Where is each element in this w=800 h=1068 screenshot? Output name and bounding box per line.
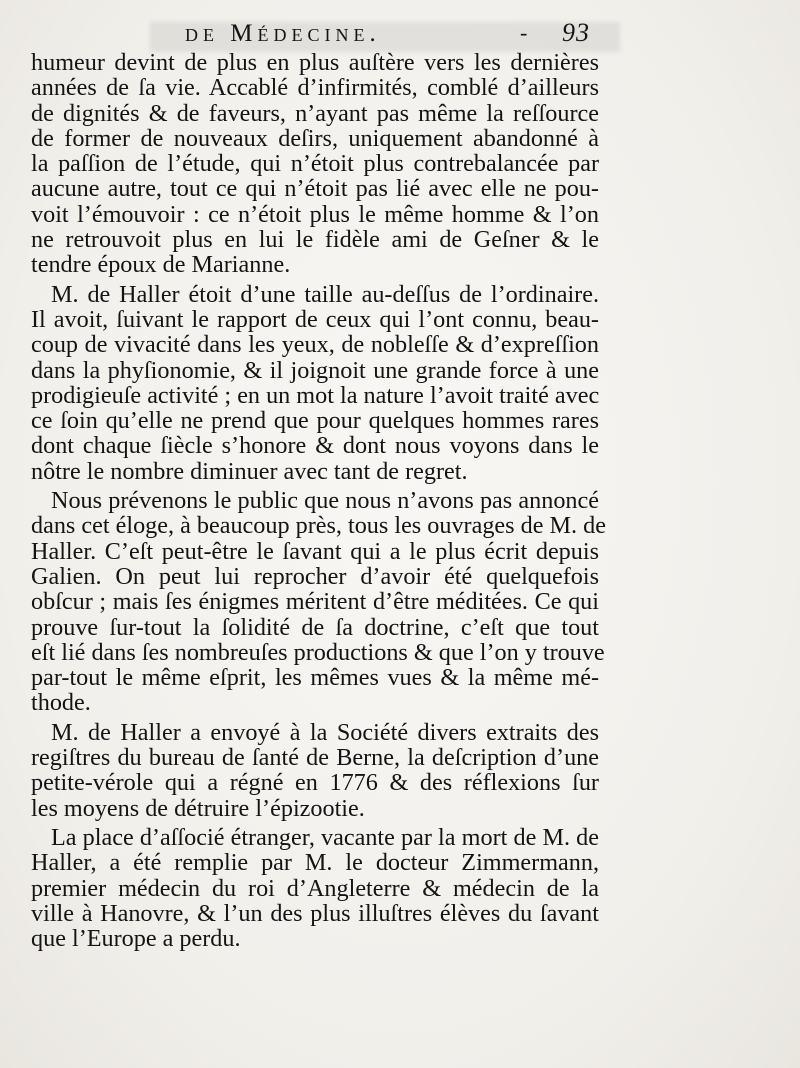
text-line: que l’Europe a perdu.: [31, 925, 241, 953]
text-line: obſcur ; mais ſes énigmes méritent d’être méditées. Ce qui: [31, 588, 599, 616]
text-line: ne retrouvoit plus en lui le fidèle ami de Geſner & le: [31, 226, 599, 254]
text-line: dont chaque ſiècle s’honore & dont nous voyons dans le: [31, 432, 599, 460]
text-line: ce ſoin qu’elle ne prend que pour quelques hommes rares: [31, 407, 599, 435]
text-line: Nous prévenons le public que nous n’avons pas annoncé: [51, 487, 599, 515]
header-dash: -: [520, 20, 528, 45]
paragraph: [31, 720, 599, 821]
text-line: eſt lié dans ſes nombreuſes productions & que l’on y trouve: [31, 638, 605, 666]
text-line: ville à Hanovre, & l’un des plus illuſtres élèves du ſavant: [31, 899, 599, 927]
text-line: Il avoit, ſuivant le rapport de ceux qui l’ont connu, beau-: [31, 305, 599, 333]
text-line: Haller. C’eſt peut-être le ſavant qui a le plus écrit depuis: [31, 537, 599, 565]
text-line: années de ſa vie. Accablé d’infirmités, comblé d’ailleurs: [31, 74, 599, 102]
text-line: M. de Haller étoit d’une taille au-deſſus de l’ordinaire.: [51, 280, 599, 308]
text-line: nôtre le nombre diminuer avec tant de regret.: [31, 457, 468, 485]
text-line: de former de nouveaux deſirs, uniquement abandonné à: [31, 124, 599, 152]
text-line: prodigieuſe activité ; en un mot la nature l’avoit traité avec: [31, 381, 600, 409]
text-line: dans la phyſionomie, & il joignoit une grande force à une: [31, 356, 599, 384]
text-line: voit l’émouvoir : ce n’étoit plus le même homme & l’on: [31, 200, 599, 228]
page-number: 93: [562, 18, 590, 47]
text-line: prouve ſur-tout la ſolidité de ſa doctrine, c’eſt que tout: [31, 613, 599, 641]
paragraph: [31, 487, 606, 717]
text-line: dans cet éloge, à beaucoup près, tous les ouvrages de M. de: [31, 512, 606, 540]
text-line: les moyens de détruire l’épizootie.: [31, 794, 365, 822]
text-line: regiſtres du bureau de ſanté de Berne, la deſcription d’une: [31, 744, 599, 772]
body-text: [31, 49, 606, 955]
text-line: coup de vivacité dans les yeux, de nobleſſe & d’expreſſion: [31, 331, 599, 359]
text-line: aucune autre, tout ce qui n’étoit pas lié avec elle ne pou-: [31, 175, 599, 203]
text-line: la paſſion de l’étude, qui n’étoit plus contrebalancée par: [31, 150, 599, 178]
text-line: tendre époux de Marianne.: [31, 251, 291, 279]
text-line: petite-vérole qui a régné en 1776 & des réflexions ſur: [31, 769, 599, 797]
running-head: de Médecine.: [185, 20, 381, 47]
paragraph: [31, 825, 599, 951]
text-line: premier médecin du roi d’Angleterre & médecin de la: [31, 874, 599, 902]
text-line: M. de Haller a envoyé à la Société divers extraits des: [51, 718, 599, 746]
text-line: de dignités & de faveurs, n’ayant pas même la reſſource: [31, 99, 599, 127]
text-line: Haller, a été remplie par M. le docteur Zimmermann,: [31, 849, 599, 877]
paragraph: [31, 50, 599, 278]
text-line: humeur devint de plus en plus auſtère vers les dernières: [31, 49, 599, 76]
text-line: par-tout le même eſprit, les mêmes vues & la même mé-: [31, 664, 599, 692]
text-line: thode.: [31, 689, 91, 717]
text-line: La place d’aſſocié étranger, vacante par la mort de M. de: [51, 823, 599, 851]
paragraph: [31, 282, 599, 484]
text-line: Galien. On peut lui reprocher d’avoir été quelquefois: [31, 562, 599, 590]
